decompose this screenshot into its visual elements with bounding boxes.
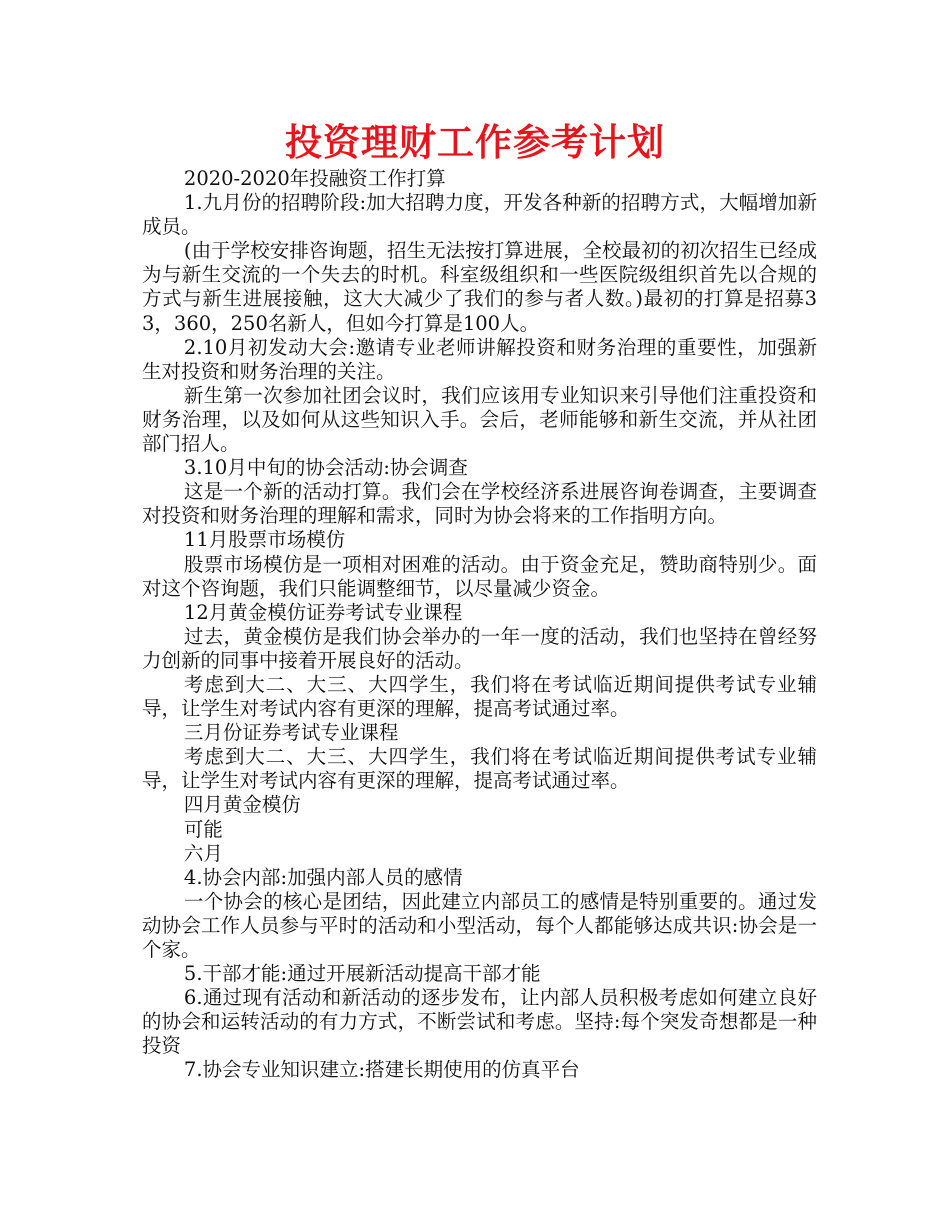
paragraph-december-detail: 过去，黄金模仿是我们协会举办的一年一度的活动，我们也坚持在曾经努力创新的同事中接着开展良好的活动。 [142,624,817,672]
paragraph-april: 四月黄金模仿 [183,793,301,817]
paragraph-item-2: 2.10月初发动大会:邀请专业老师讲解投资和财务治理的重要性，加强新生对投资和财务治理的关注。 [142,335,817,383]
paragraph-item-1-note: (由于学校安排咨询题，招生无法按打算进展，全校最初的初次招生已经成为与新生交流的一个失去的时机。科室级组织和一些医院级组织首先以合规的方式与新生进展接触，这大大减少了我们的参与者人数。)最初的打算是招募33，360，250名新人，但如今打算是100人。 [142,239,817,335]
paragraph-plan-heading: 2020-2020年投融资工作打算 [183,167,446,190]
document-body [142,167,817,1083]
paragraph-item-5: 5.干部才能:通过开展新活动提高干部才能 [183,962,541,986]
paragraph-item-6: 6.通过现有活动和新活动的逐步发布，让内部人员积极考虑如何建立良好的协会和运转活动的有力方式，不断尝试和考虑。坚持:每个突发奇想都是一种投资 [142,986,817,1058]
paragraph-june: 六月 [183,841,223,865]
document-title: 投资理财工作参考计划 [285,121,665,164]
paragraph-item-3: 3.10月中旬的协会活动:协会调查 [183,456,468,480]
paragraph-march-detail: 考虑到大二、大三、大四学生，我们将在考试临近期间提供考试专业辅导，让学生对考试内容有更深的理解，提高考试通过率。 [142,745,817,793]
paragraph-december: 12月黄金模仿证券考试专业课程 [183,600,463,624]
paragraph-march: 三月份证券考试专业课程 [183,721,399,745]
paragraph-november-detail: 股票市场模仿是一项相对困难的活动。由于资金充足，赞助商特别少。面对这个咨询题，我们只能调整细节，以尽量减少资金。 [142,552,817,600]
paragraph-november: 11月股票市场模仿 [183,528,346,552]
paragraph-december-tutoring: 考虑到大二、大三、大四学生，我们将在考试临近期间提供考试专业辅导，让学生对考试内容有更深的理解，提高考试通过率。 [142,672,817,721]
paragraph-item-7: 7.协会专业知识建立:搭建长期使用的仿真平台 [183,1058,580,1082]
paragraph-item-1: 1.九月份的招聘阶段:加大招聘力度，开发各种新的招聘方式，大幅增加新成员。 [142,191,817,239]
paragraph-item-4: 4.协会内部:加强内部人员的感情 [183,865,463,889]
paragraph-possible: 可能 [183,817,223,841]
paragraph-item-3-detail: 这是一个新的活动打算。我们会在学校经济系进展咨询卷调查，主要调查对投资和财务治理的理解和需求，同时为协会将来的工作指明方向。 [142,480,817,528]
paragraph-item-2-detail: 新生第一次参加社团会议时，我们应该用专业知识来引导他们注重投资和财务治理，以及如何从这些知识入手。会后，老师能够和新生交流，并从社团部门招人。 [142,383,817,456]
paragraph-item-4-detail: 一个协会的核心是团结，因此建立内部员工的感情是特别重要的。通过发动协会工作人员参与平时的活动和小型活动，每个人都能够达成共识:协会是一个家。 [142,889,817,961]
